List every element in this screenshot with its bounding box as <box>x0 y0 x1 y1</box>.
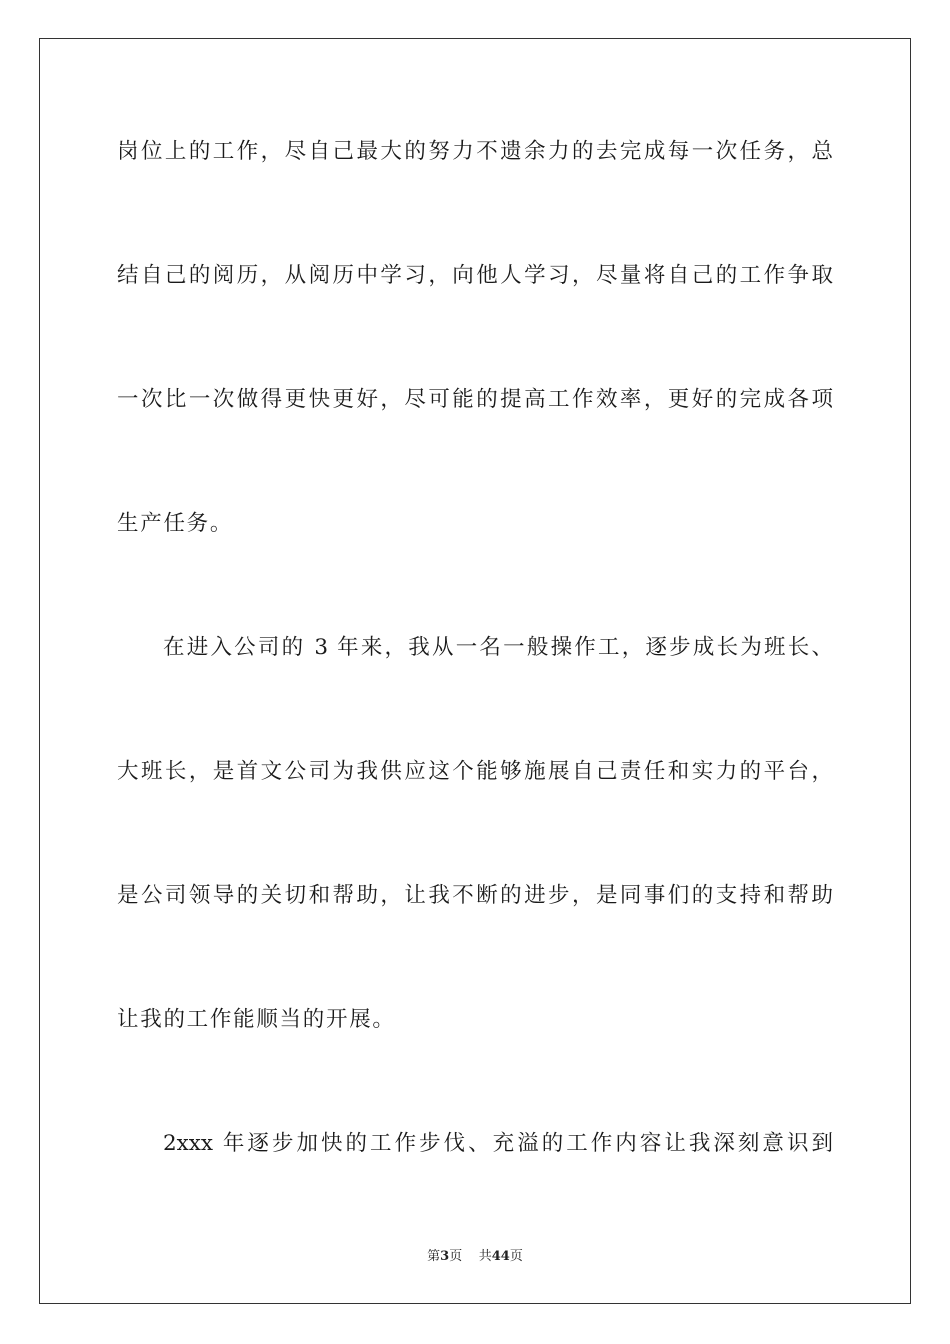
page-number: 3 <box>440 1249 450 1264</box>
body-line-2: 结自己的阅历，从阅历中学习，向他人学习，尽量将自己的工作争取 <box>117 263 833 288</box>
total-prefix: 共 <box>478 1249 492 1264</box>
page-prefix: 第 <box>427 1249 441 1264</box>
total-pages: 44 <box>491 1249 510 1264</box>
page-footer <box>0 1248 950 1266</box>
page-border <box>39 38 911 1304</box>
body-line-3: 一次比一次做得更快更好，尽可能的提高工作效率，更好的完成各项 <box>117 387 833 412</box>
body-line-9: 2xxx 年逐步加快的工作步伐、充溢的工作内容让我深刻意识到 <box>163 1131 833 1156</box>
total-suffix: 页 <box>509 1249 523 1264</box>
body-line-1: 岗位上的工作，尽自己最大的努力不遗余力的去完成每一次任务，总 <box>117 139 833 164</box>
body-line-8: 让我的工作能顺当的开展。 <box>117 1007 396 1032</box>
body-line-6: 大班长，是首文公司为我供应这个能够施展自己责任和实力的平台， <box>117 759 833 784</box>
body-line-5: 在进入公司的 3 年来，我从一名一般操作工，逐步成长为班长、 <box>163 635 833 660</box>
page-suffix: 页 <box>449 1249 463 1264</box>
body-line-4: 生产任务。 <box>117 511 234 536</box>
body-line-7: 是公司领导的关切和帮助，让我不断的进步，是同事们的支持和帮助 <box>117 883 833 908</box>
